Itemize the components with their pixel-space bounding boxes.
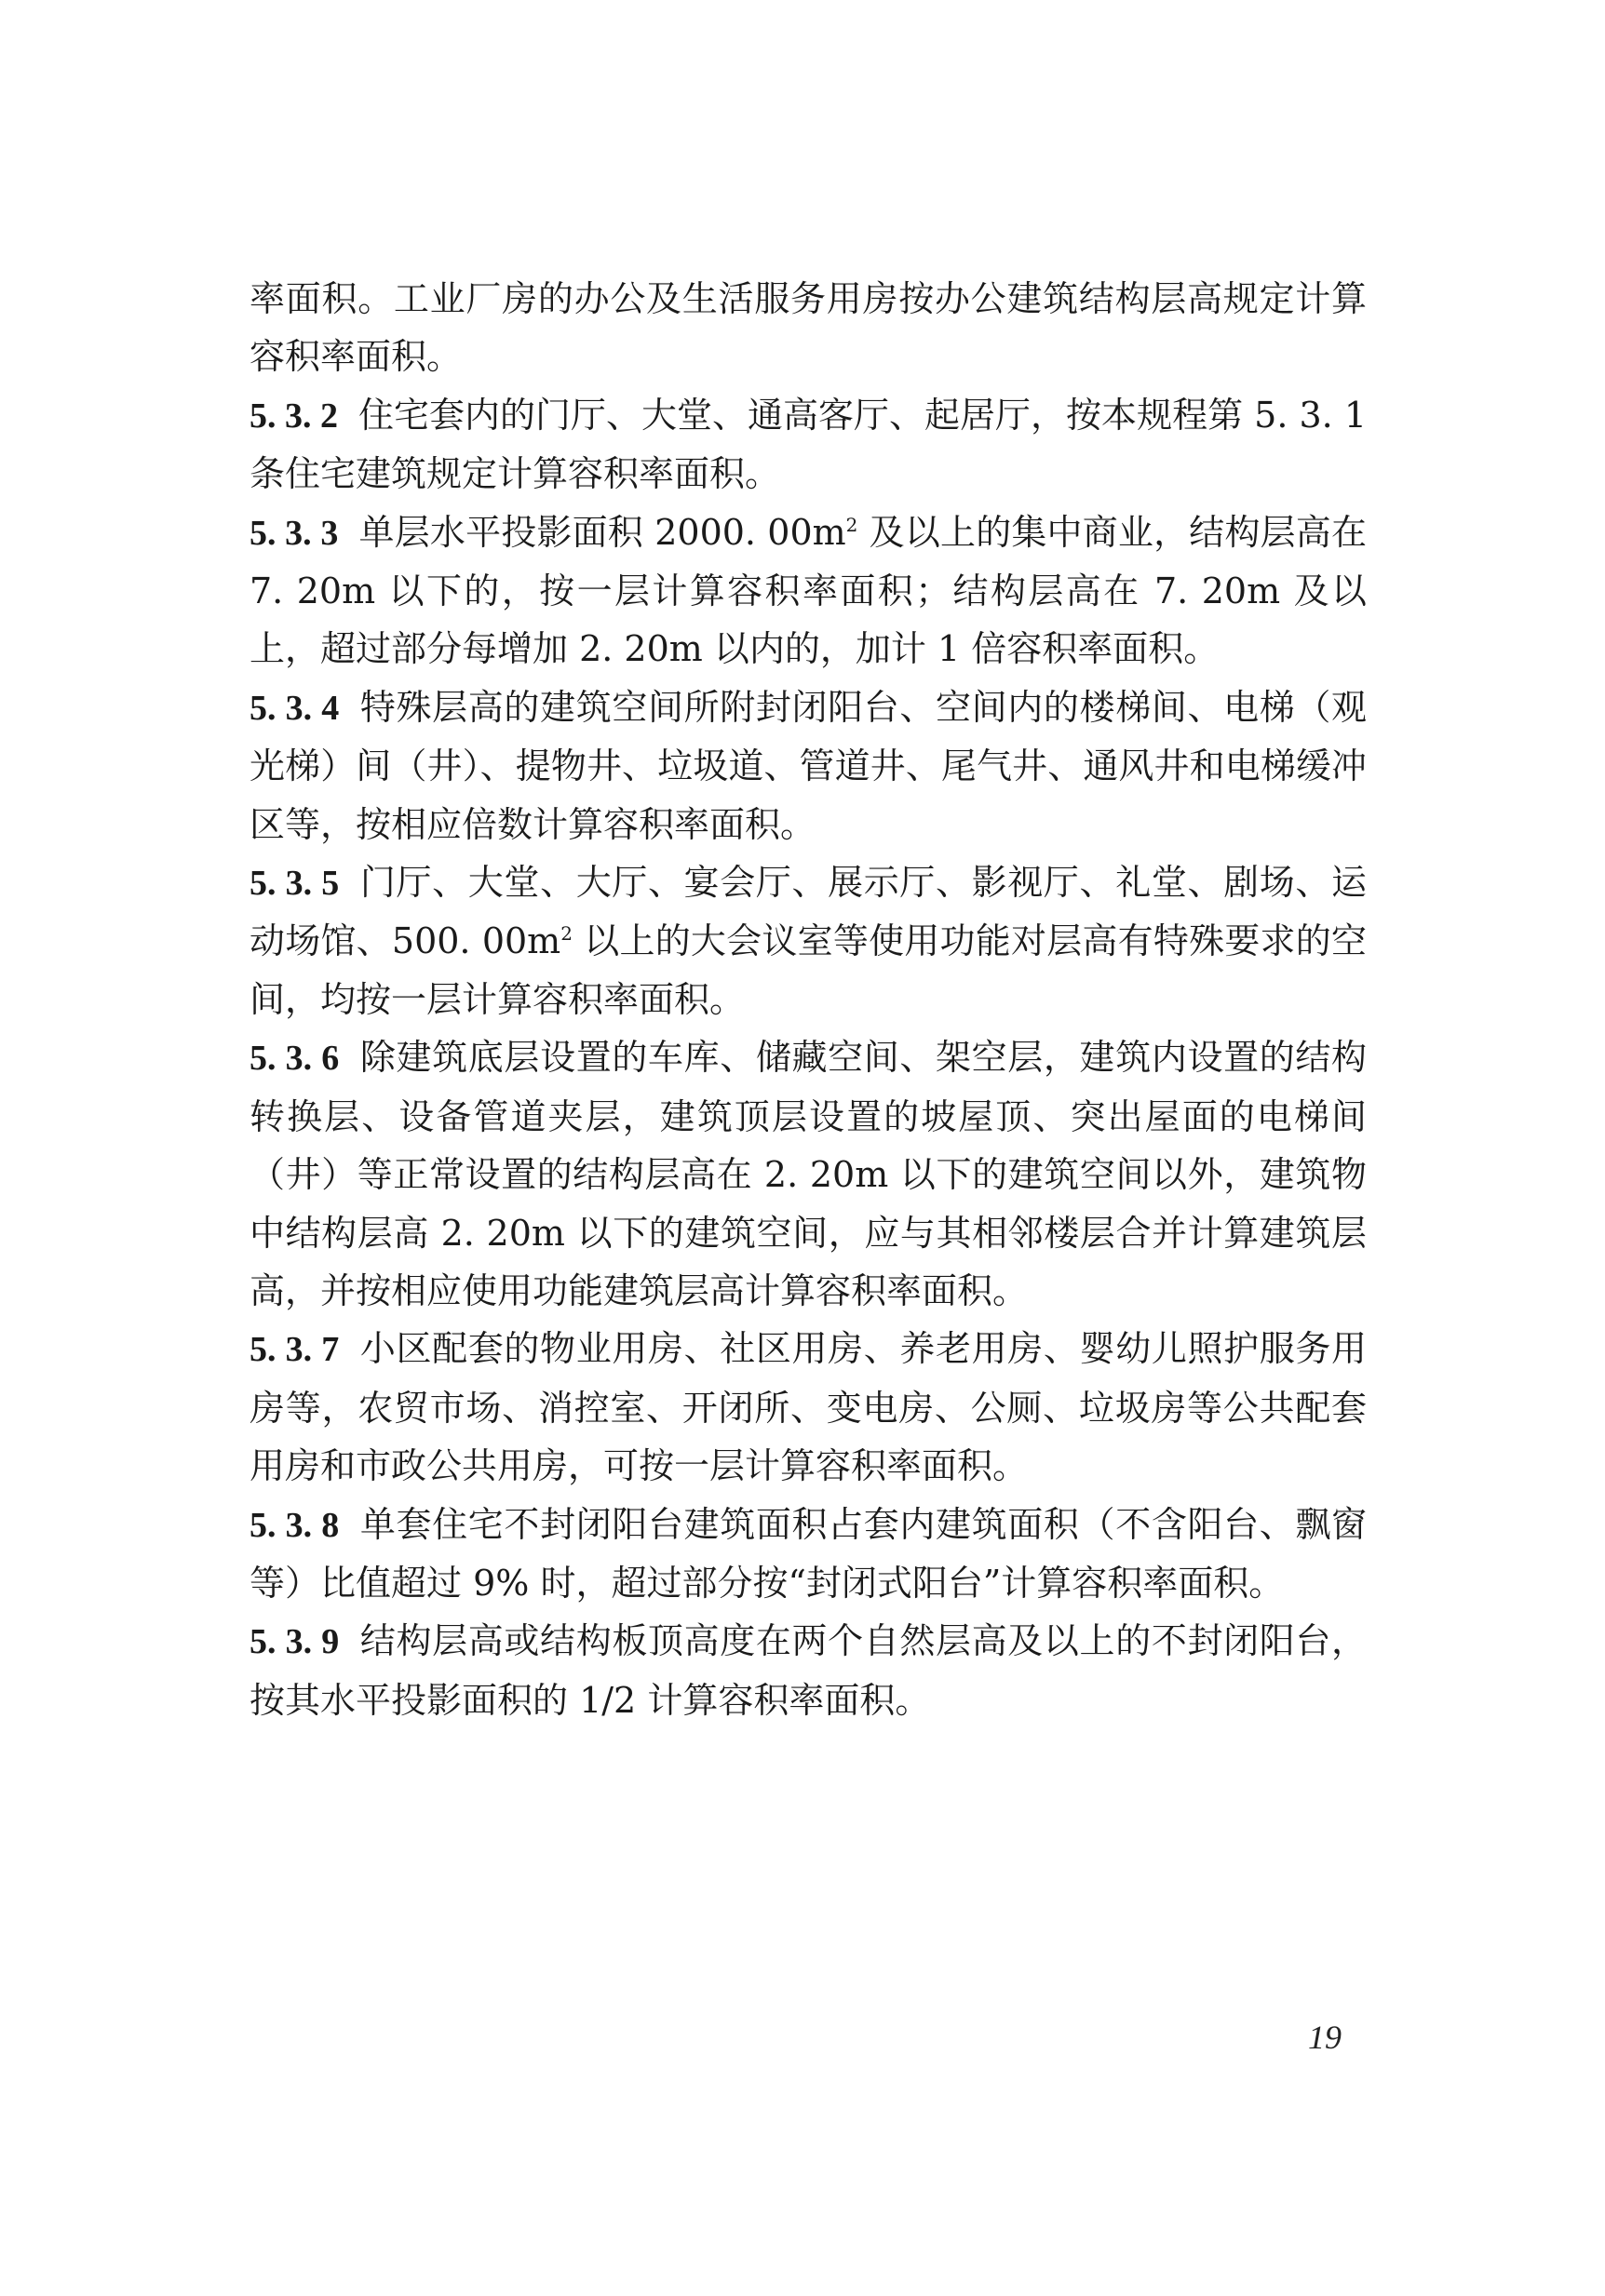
clause-5-3-6 [250,1028,1367,1320]
clause-text: 结构层高或结构板顶高度在两个自然层高及以上的不封闭阳台，按其水平投影面积的 1/2 计算容积率面积。 [250,1620,1367,1721]
clause-text: 住宅套内的门厅、大堂、通高客厅、起居厅，按本规程第 5. 3. 1 条住宅建筑规定计算容积率面积。 [250,394,1368,495]
clause-number: 5. 3. 3 [250,513,339,553]
clause-number: 5. 3. 2 [250,396,339,436]
clause-number: 5. 3. 8 [250,1505,340,1545]
superscript: 2 [560,922,573,946]
intro-text: 率面积。工业厂房的办公及生活服务用房按办公建筑结构层高规定计算容积率面积。 [250,278,1367,378]
intro-paragraph [250,270,1367,386]
clause-5-3-5 [250,853,1367,1028]
clause-5-3-3 [250,504,1367,678]
clause-number: 5. 3. 5 [250,864,340,904]
clause-text: 及以上的集中商业，结构层高在 7. 20m 以下的，按一层计算容积率面积；结构层高在 7. 20m 及以上，超过部分每增加 2. 20m 以内的，加计 1 倍容积率面积。 [250,511,1367,670]
clause-text: 小区配套的物业用房、社区用房、养老用房、婴幼儿照护服务用房等，农贸市场、消控室、开闭所、变电房、公厕、垃圾房等公共配套用房和市政公共用房，可按一层计算容积率面积。 [250,1328,1367,1487]
document-body [250,270,1367,1729]
clause-text: 除建筑底层设置的车库、储藏空间、架空层，建筑内设置的结构转换层、设备管道夹层，建筑顶层设置的坡屋顶、突出屋面的电梯间（井）等正常设置的结构层高在 2. 20m 以下的建筑空间以外，建筑物中结构层高 2. 20m 以下的建筑空间，应与其相邻楼层合并计算建筑层高，并按相应使用功能建筑层高计算容积率面积。 [250,1037,1367,1311]
clause-text: 门厅、大堂、大厅、宴会厅、展示厅、影视厅、礼堂、剧场、运动场馆、500. 00m [250,862,1367,962]
clause-text: 单套住宅不封闭阳台建筑面积占套内建筑面积（不含阳台、飘窗等）比值超过 9% 时，超过部分按“封闭式阳台”计算容积率面积。 [250,1503,1367,1604]
clause-number: 5. 3. 9 [250,1622,340,1662]
clause-5-3-9 [250,1612,1367,1729]
clause-5-3-8 [250,1496,1367,1613]
clause-5-3-2 [250,386,1367,504]
clause-5-3-4 [250,678,1367,853]
clause-text: 以上的大会议室等使用功能对层高有特殊要求的空间，均按一层计算容积率面积。 [250,920,1367,1020]
clause-text: 单层水平投影面积 2000. 00m [358,511,846,553]
page-number: 19 [1308,2019,1342,2056]
clause-number: 5. 3. 4 [250,688,340,728]
clause-number: 5. 3. 7 [250,1330,340,1370]
clause-5-3-7 [250,1320,1367,1495]
clause-number: 5. 3. 6 [250,1039,340,1079]
superscript: 2 [845,513,858,536]
clause-text: 特殊层高的建筑空间所附封闭阳台、空间内的楼梯间、电梯（观光梯）间（井）、提物井、垃圾道、管道井、尾气井、通风井和电梯缓冲区等，按相应倍数计算容积率面积。 [250,686,1367,845]
